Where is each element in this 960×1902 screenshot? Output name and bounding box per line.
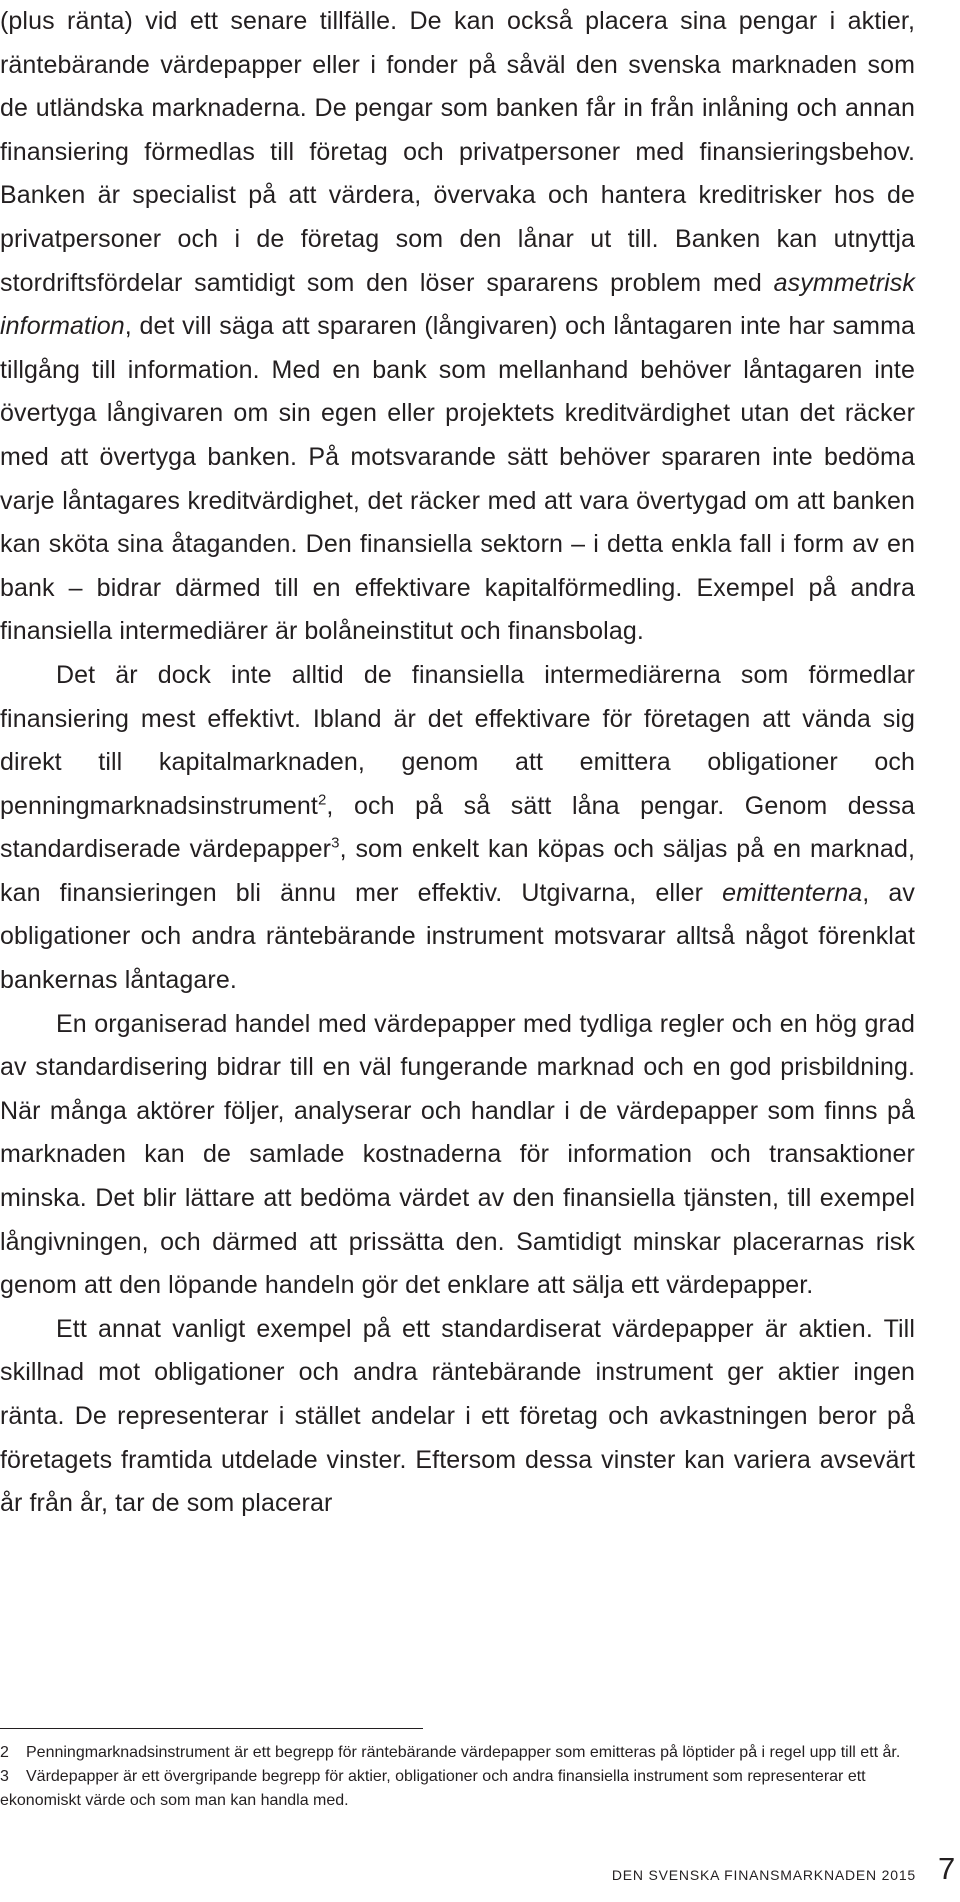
footnote-ref-3: 3 bbox=[331, 834, 340, 852]
footnote-number: 2 bbox=[0, 1744, 9, 1761]
footnote-text: Penningmarknadsinstrument är ett begrepp för räntebärande värdepapper som emitteras på löptider på i regel upp till ett år. bbox=[26, 1744, 901, 1761]
running-footer-title: DEN SVENSKA FINANSMARKNADEN 2015 bbox=[611, 1867, 916, 1883]
footnotes bbox=[0, 1741, 915, 1812]
paragraph-2-text-d: , av obligationer och andra räntebärande instrument motsvarar alltså något förenklat bankernas låntagare. bbox=[0, 878, 915, 995]
emphasis-emittenterna: emittenterna bbox=[722, 878, 863, 907]
paragraph-3: En organiserad handel med värdepapper med tydliga regler och en hög grad av standardisering bidrar till en väl fungerande marknad och en god prisbildning. När många aktörer följer, analyserar och handlar i de värdepapper som finns på marknaden kan de samlade kostnaderna för information och transaktioner minska. Det blir lättare att bedöma värdet av den finansiella tjänsten, till exempel långivningen, och därmed att prissätta den. Samtidigt minskar placerarnas risk genom att den löpande handeln gör det enklare att sälja ett värdepapper. bbox=[0, 1009, 915, 1300]
footnote-number: 3 bbox=[0, 1767, 9, 1785]
paragraph-2-text-a: Det är dock inte alltid de finansiella intermediärerna som förmedlar finansiering mest effektivt. Ibland är det effektivare för företagen att vända sig direkt till kapitalmarknaden, genom att emittera obligationer och penningmarknadsinstrument bbox=[0, 660, 915, 820]
paragraph-1-text-b: , det vill säga att spararen (långivaren) och låntagaren inte har samma tillgång till information. Med en bank som mellanhand behöver låntagaren inte övertyga långivaren om sin egen eller projektets kreditvärdighet utan det räcker med att övertyga banken. På motsvarande sätt behöver spararen inte bedöma varje låntagares kreditvärdighet, det räcker med att vara övertygad om att banken kan sköta sina åtaganden. Den finansiella sektorn – i detta enkla fall i form av en bank – bidrar därmed till en effektivare kapitalförmedling. Exempel på andra finansiella intermediärer är bolåneinstitut och finansbolag. bbox=[0, 312, 915, 646]
paragraph-1-text-a: (plus ränta) vid ett senare tillfälle. De kan också placera sina pengar i aktier, räntebärande värdepapper eller i fonder på såväl den svenska marknaden som de utländska marknaderna. De pengar som banken får in från inlåning och annan finansiering förmedlas till företag och privatpersoner med finansieringsbehov. Banken är specialist på att värdera, övervaka och hantera kreditrisker hos de privatpersoner och i de företag som den lånar ut till. Banken kan utnyttja stordriftsfördelar samtidigt som den löser spararens problem med bbox=[0, 7, 915, 297]
footnote-text: Värdepapper är ett övergripande begrepp för aktier, obligationer och andra finansiella instrument som representerar ett ekonomiskt värde och som man kan handla med. bbox=[0, 1767, 866, 1809]
footnote-item bbox=[0, 1765, 915, 1813]
paragraph-2 bbox=[0, 654, 915, 1003]
emphasis-asymmetrisk-information: asymmetrisk information bbox=[0, 268, 915, 341]
footnote-item bbox=[0, 1741, 915, 1765]
footnote-divider bbox=[0, 1728, 423, 1729]
paragraph-4: Ett annat vanligt exempel på ett standardiserat värdepapper är aktien. Till skillnad mot obligationer och andra räntebärande instrument ger aktier ingen ränta. De representerar i stället andelar i ett företag och avkastningen beror på företagets framtida utdelade vinster. Eftersom dessa vinster kan variera avsevärt år från år, tar de som placerar bbox=[0, 1314, 915, 1518]
paragraph-2-text-b: , och på så sätt låna pengar. Genom dessa standardiserade värdepapper bbox=[0, 791, 915, 864]
paragraph-1 bbox=[0, 0, 915, 654]
footnote-ref-2: 2 bbox=[317, 791, 327, 809]
page-number: 7 bbox=[938, 1851, 956, 1886]
paragraph-2-text-c: , som enkelt kan köpas och säljas på en marknad, kan finansieringen bli ännu mer effektiv. Utgivarna, eller bbox=[0, 835, 915, 907]
